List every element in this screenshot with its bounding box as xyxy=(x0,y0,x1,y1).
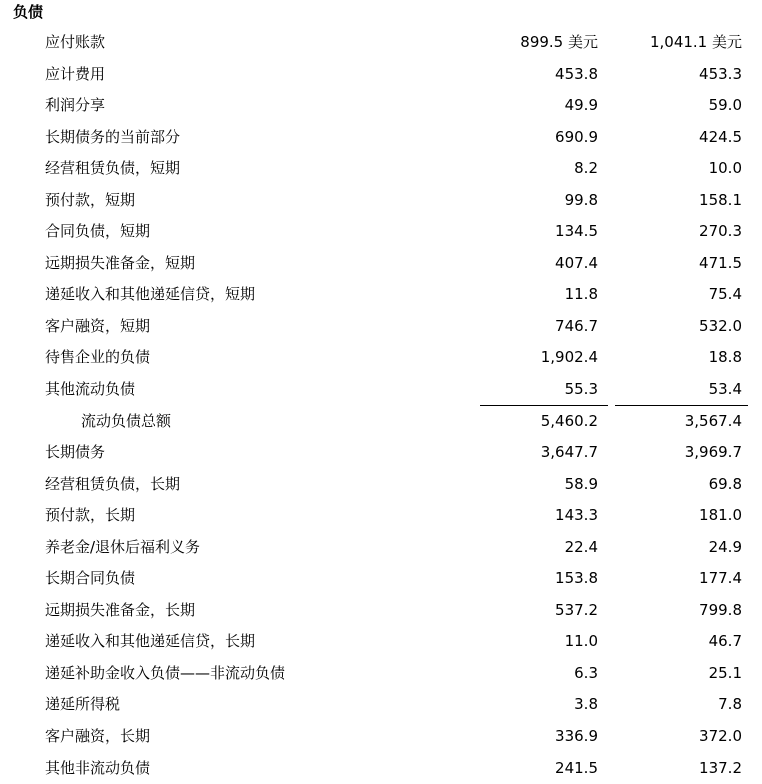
value-col1: 99.8 xyxy=(564,190,598,209)
value-col1: 8.2 xyxy=(574,159,598,178)
table-row xyxy=(0,374,762,406)
table-row xyxy=(0,248,762,280)
table-row xyxy=(0,311,762,343)
value-col2: 137.2 xyxy=(699,758,742,777)
row-label: 远期损失准备金，长期 xyxy=(45,600,196,619)
value-col2: 69.8 xyxy=(708,474,742,493)
value-col2: 177.4 xyxy=(699,569,742,588)
value-col1: 153.8 xyxy=(555,569,598,588)
table-row xyxy=(0,59,762,91)
value-col1: 3,647.7 xyxy=(540,443,598,462)
value-col2: 453.3 xyxy=(699,64,742,83)
table-row xyxy=(0,689,762,721)
row-label: 合同负债，短期 xyxy=(45,222,151,241)
row-label: 递延收入和其他递延信贷，长期 xyxy=(45,632,256,651)
row-label: 客户融资，短期 xyxy=(45,316,151,335)
value-col2: 424.5 xyxy=(699,127,742,146)
value-col1: 336.9 xyxy=(555,727,598,746)
value-col2: 270.3 xyxy=(699,222,742,241)
value-col2: 25.1 xyxy=(708,663,742,682)
value-col1: 6.3 xyxy=(574,663,598,682)
value-col2: 10.0 xyxy=(708,159,742,178)
row-label: 预付款，长期 xyxy=(45,506,136,525)
row-label: 长期债务 xyxy=(45,443,106,462)
table-row xyxy=(0,122,762,154)
table-row xyxy=(0,563,762,595)
row-label: 应付账款 xyxy=(45,33,106,51)
table-row xyxy=(0,753,762,784)
value-col2: 46.7 xyxy=(708,632,742,651)
value-col1: 537.2 xyxy=(555,600,598,619)
row-label: 应计费用 xyxy=(45,64,106,83)
row-label: 远期损失准备金，短期 xyxy=(45,253,196,272)
value-col1: 55.3 xyxy=(564,380,598,399)
table-row xyxy=(0,153,762,185)
value-col1: 11.0 xyxy=(564,632,598,651)
table-row xyxy=(0,90,762,122)
value-col2: 75.4 xyxy=(708,285,742,304)
value-col2: 471.5 xyxy=(699,253,742,272)
table-row xyxy=(0,27,762,59)
value-col1: 899.5 美元 xyxy=(520,33,598,51)
value-col2: 799.8 xyxy=(699,600,742,619)
value-col1: 11.8 xyxy=(564,285,598,304)
table-row xyxy=(0,532,762,564)
table-row xyxy=(0,185,762,217)
value-col1: 49.9 xyxy=(564,96,598,115)
row-label: 长期债务的当前部分 xyxy=(45,127,181,146)
table-row xyxy=(0,595,762,627)
value-col2: 1,041.1 美元 xyxy=(649,33,742,51)
table-row xyxy=(0,721,762,753)
value-col1: 5,460.2 xyxy=(540,411,598,430)
section-title: 负债 xyxy=(13,3,44,21)
subtotal-row xyxy=(0,406,762,438)
value-col1: 407.4 xyxy=(555,253,598,272)
value-col1: 22.4 xyxy=(564,537,598,556)
value-col1: 3.8 xyxy=(574,695,598,714)
row-label: 递延收入和其他递延信贷，短期 xyxy=(45,285,256,304)
value-col2: 158.1 xyxy=(699,190,742,209)
value-col1: 143.3 xyxy=(555,506,598,525)
value-col2: 3,969.7 xyxy=(684,443,742,462)
row-label: 递延所得税 xyxy=(45,695,121,714)
row-label: 经营租赁负债，长期 xyxy=(45,474,181,493)
row-label: 养老金/退休后福利义务 xyxy=(45,537,201,556)
value-col2: 59.0 xyxy=(708,96,742,115)
value-col1: 746.7 xyxy=(555,316,598,335)
value-col2: 181.0 xyxy=(699,506,742,525)
value-col2: 7.8 xyxy=(718,695,742,714)
value-col1: 690.9 xyxy=(555,127,598,146)
liabilities-table xyxy=(0,27,762,784)
row-label: 经营租赁负债，短期 xyxy=(45,159,181,178)
table-row xyxy=(0,279,762,311)
row-label: 长期合同负债 xyxy=(45,569,136,588)
row-label: 利润分享 xyxy=(45,96,106,115)
value-col2: 532.0 xyxy=(699,316,742,335)
row-label: 预付款，短期 xyxy=(45,190,136,209)
value-col1: 1,902.4 xyxy=(540,348,598,367)
value-col2: 53.4 xyxy=(708,380,742,399)
row-label: 递延补助金收入负债——非流动负债 xyxy=(45,663,286,682)
value-col1: 453.8 xyxy=(555,64,598,83)
value-col2: 24.9 xyxy=(708,537,742,556)
row-label: 其他非流动负债 xyxy=(45,758,151,777)
table-row xyxy=(0,216,762,248)
value-col2: 372.0 xyxy=(699,727,742,746)
row-label: 流动负债总额 xyxy=(81,411,172,430)
row-label: 待售企业的负债 xyxy=(45,348,151,367)
table-row xyxy=(0,500,762,532)
value-col1: 134.5 xyxy=(555,222,598,241)
value-col2: 3,567.4 xyxy=(684,411,742,430)
row-label: 其他流动负债 xyxy=(45,380,136,399)
value-col1: 58.9 xyxy=(564,474,598,493)
row-label: 客户融资，长期 xyxy=(45,727,151,746)
table-row xyxy=(0,342,762,374)
table-row xyxy=(0,626,762,658)
value-col1: 241.5 xyxy=(555,758,598,777)
table-row xyxy=(0,469,762,501)
table-row xyxy=(0,437,762,469)
value-col2: 18.8 xyxy=(708,348,742,367)
table-row xyxy=(0,658,762,690)
